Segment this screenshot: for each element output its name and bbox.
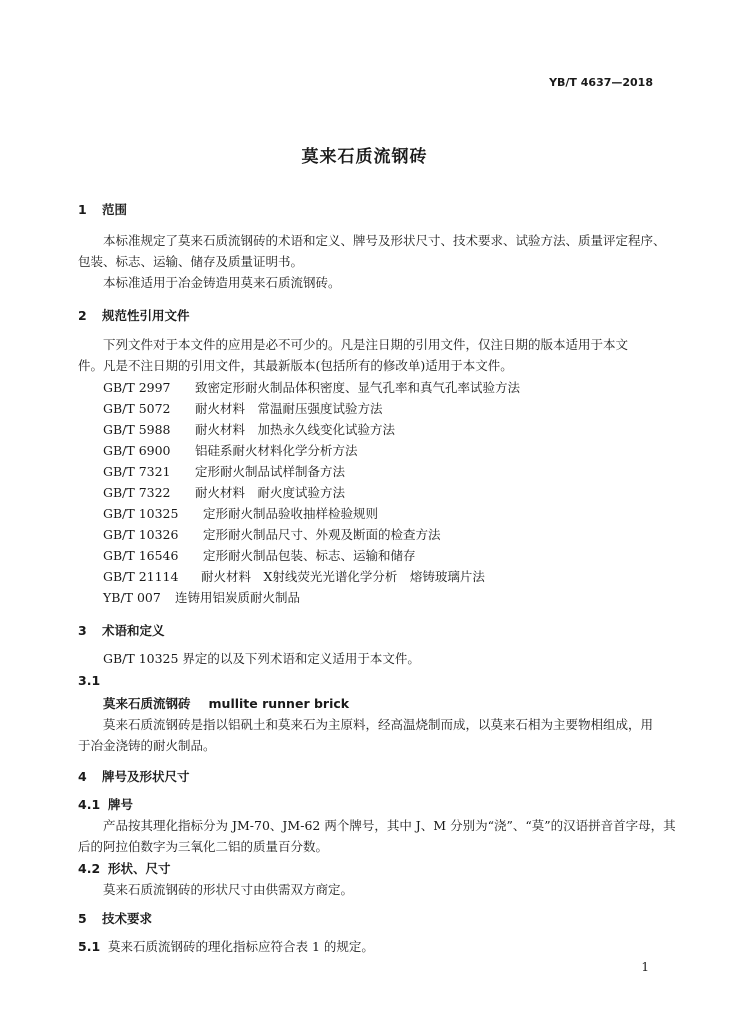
reference-title: 耐火材料 耐火度试验方法 — [195, 485, 346, 500]
reference-item — [103, 525, 441, 543]
section-2-heading — [78, 306, 190, 324]
subsection-title: 牌号 — [108, 797, 134, 812]
reference-title: 连铸用铝炭质耐火制品 — [175, 590, 301, 605]
section-number: 1 — [78, 202, 87, 217]
reference-title: 定形耐火制品验收抽样检验规则 — [203, 506, 379, 521]
section-title: 技术要求 — [102, 911, 153, 926]
paragraph-continuation: 包装、标志、运输、储存及质量证明书。 — [78, 254, 304, 269]
clause-5-1 — [78, 936, 374, 957]
section-3-heading — [78, 621, 165, 639]
term-chinese: 莫来石质流钢砖 — [103, 696, 191, 711]
reference-item — [103, 483, 345, 501]
reference-title: 定形耐火制品包装、标志、运输和储存 — [203, 548, 416, 563]
reference-title: 定形耐火制品试样制备方法 — [195, 464, 346, 479]
reference-item — [103, 504, 378, 522]
definition-continuation: 于冶金浇铸的耐火制品。 — [78, 738, 216, 753]
reference-code: GB/T 5988 — [103, 422, 171, 437]
definition: 莫来石质流钢砖是指以铝矾土和莫来石为主原料，经高温烧制而成，以莫来石相为主要物相组成，用 — [103, 717, 654, 732]
section-title: 范围 — [102, 202, 128, 217]
reference-code: YB/T 007 — [103, 590, 161, 605]
term-entry — [103, 694, 349, 712]
reference-code: GB/T 10325 — [103, 506, 179, 521]
term-english: mullite runner brick — [208, 696, 350, 711]
reference-title: 铝硅系耐火材料化学分析方法 — [195, 443, 358, 458]
section-number: 3 — [78, 623, 87, 638]
subsection-number: 3.1 — [78, 673, 101, 688]
reference-item — [103, 546, 416, 564]
reference-item — [103, 378, 520, 396]
document-title: 莫来石质流钢砖 — [301, 147, 428, 167]
reference-item — [103, 399, 383, 417]
section-1-heading — [78, 200, 127, 218]
paragraph: 本标准规定了莫来石质流钢砖的术语和定义、牌号及形状尺寸、技术要求、试验方法、质量评定程序、 — [103, 233, 666, 248]
page-number: 1 — [641, 960, 649, 974]
reference-code: GB/T 16546 — [103, 548, 179, 563]
reference-item — [103, 420, 395, 438]
reference-item — [103, 441, 358, 459]
reference-item — [103, 567, 485, 585]
reference-title: 耐火材料 加热永久线变化试验方法 — [195, 422, 396, 437]
paragraph: 莫来石质流钢砖的形状尺寸由供需双方商定。 — [103, 882, 354, 897]
reference-code: GB/T 5072 — [103, 401, 171, 416]
section-number: 5 — [78, 911, 87, 926]
section-number: 4 — [78, 769, 87, 784]
reference-code: GB/T 2997 — [103, 380, 171, 395]
section-title: 规范性引用文件 — [102, 308, 190, 323]
standard-number: YB/T 4637—2018 — [549, 76, 653, 89]
reference-code: GB/T 7321 — [103, 464, 171, 479]
reference-title: 致密定形耐火制品体积密度、显气孔率和真气孔率试验方法 — [195, 380, 521, 395]
subsection-4-2-heading — [78, 859, 171, 877]
paragraph: 产品按其理化指标分为 JM-70、JM-62 两个牌号，其中 J、M 分别为“浇”、“莫”的汉语拼音首字母，其 — [103, 818, 676, 833]
section-title: 术语和定义 — [102, 623, 165, 638]
paragraph-continuation: 件。凡是不注日期的引用文件，其最新版本(包括所有的修改单)适用于本文件。 — [78, 358, 513, 373]
reference-item — [103, 588, 300, 606]
reference-code: GB/T 21114 — [103, 569, 179, 584]
reference-title: 耐火材料 X射线荧光光谱化学分析 熔铸玻璃片法 — [201, 569, 485, 584]
reference-code: GB/T 10326 — [103, 527, 179, 542]
section-5-heading — [78, 909, 152, 927]
reference-title: 定形耐火制品尺寸、外观及断面的检查方法 — [203, 527, 441, 542]
subsection-number: 5.1 — [78, 939, 101, 954]
reference-title: 耐火材料 常温耐压强度试验方法 — [195, 401, 383, 416]
paragraph: GB/T 10325 界定的以及下列术语和定义适用于本文件。 — [103, 651, 420, 666]
paragraph: 下列文件对于本文件的应用是必不可少的。凡是注日期的引用文件，仅注日期的版本适用于本文 — [103, 337, 629, 352]
paragraph: 本标准适用于冶金铸造用莫来石质流钢砖。 — [103, 275, 341, 290]
reference-item — [103, 462, 345, 480]
section-number: 2 — [78, 308, 87, 323]
section-title: 牌号及形状尺寸 — [102, 769, 190, 784]
reference-code: GB/T 6900 — [103, 443, 171, 458]
subsection-4-1-heading — [78, 795, 133, 813]
reference-code: GB/T 7322 — [103, 485, 171, 500]
subsection-number: 4.1 — [78, 797, 101, 812]
subsection-number: 4.2 — [78, 861, 101, 876]
paragraph-continuation: 后的阿拉伯数字为三氧化二铝的质量百分数。 — [78, 839, 329, 854]
subsection-title: 形状、尺寸 — [108, 861, 171, 876]
clause-text: 莫来石质流钢砖的理化指标应符合表 1 的规定。 — [108, 939, 374, 954]
section-4-heading — [78, 767, 190, 785]
